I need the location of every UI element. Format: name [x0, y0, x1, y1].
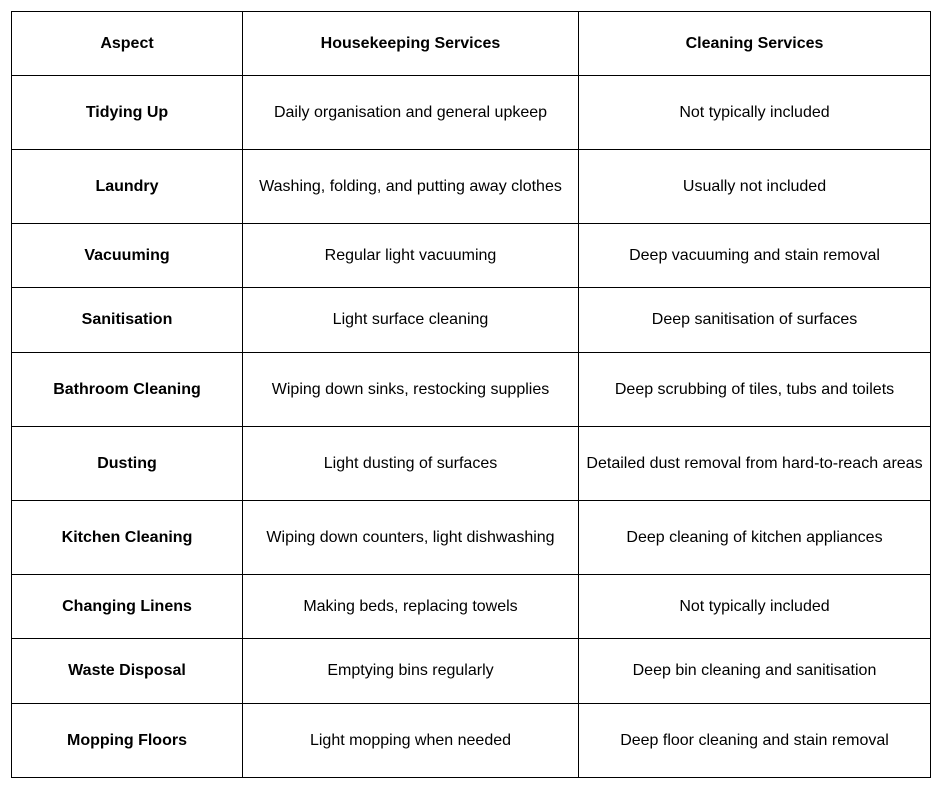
housekeeping-cell: Washing, folding, and putting away clothes [243, 150, 579, 224]
cleaning-cell: Deep sanitisation of surfaces [579, 288, 931, 353]
cleaning-cell: Deep scrubbing of tiles, tubs and toilets [579, 353, 931, 427]
table-row [12, 150, 931, 224]
housekeeping-cell: Wiping down sinks, restocking supplies [243, 353, 579, 427]
aspect-cell: Dusting [12, 427, 243, 501]
cleaning-cell: Detailed dust removal from hard-to-reach areas [579, 427, 931, 501]
housekeeping-cell: Light mopping when needed [243, 704, 579, 778]
housekeeping-cell: Making beds, replacing towels [243, 575, 579, 639]
cleaning-cell: Deep cleaning of kitchen appliances [579, 501, 931, 575]
housekeeping-cell: Wiping down counters, light dishwashing [243, 501, 579, 575]
table-row [12, 224, 931, 288]
aspect-cell: Vacuuming [12, 224, 243, 288]
housekeeping-cell: Emptying bins regularly [243, 639, 579, 704]
cleaning-cell: Deep vacuuming and stain removal [579, 224, 931, 288]
table-row [12, 288, 931, 353]
housekeeping-cell: Regular light vacuuming [243, 224, 579, 288]
cleaning-cell: Usually not included [579, 150, 931, 224]
table-header-row [12, 12, 931, 76]
table-row [12, 353, 931, 427]
housekeeping-cell: Light surface cleaning [243, 288, 579, 353]
comparison-table [11, 11, 931, 778]
aspect-cell: Kitchen Cleaning [12, 501, 243, 575]
header-housekeeping: Housekeeping Services [243, 12, 579, 76]
aspect-cell: Laundry [12, 150, 243, 224]
table-row [12, 639, 931, 704]
cleaning-cell: Not typically included [579, 76, 931, 150]
aspect-cell: Mopping Floors [12, 704, 243, 778]
housekeeping-cell: Light dusting of surfaces [243, 427, 579, 501]
housekeeping-cell: Daily organisation and general upkeep [243, 76, 579, 150]
header-cleaning: Cleaning Services [579, 12, 931, 76]
aspect-cell: Waste Disposal [12, 639, 243, 704]
table-row [12, 501, 931, 575]
table-row [12, 76, 931, 150]
cleaning-cell: Not typically included [579, 575, 931, 639]
table-row [12, 575, 931, 639]
cleaning-cell: Deep floor cleaning and stain removal [579, 704, 931, 778]
aspect-cell: Changing Linens [12, 575, 243, 639]
table-row [12, 427, 931, 501]
cleaning-cell: Deep bin cleaning and sanitisation [579, 639, 931, 704]
table-row [12, 704, 931, 778]
header-aspect: Aspect [12, 12, 243, 76]
aspect-cell: Sanitisation [12, 288, 243, 353]
aspect-cell: Tidying Up [12, 76, 243, 150]
aspect-cell: Bathroom Cleaning [12, 353, 243, 427]
